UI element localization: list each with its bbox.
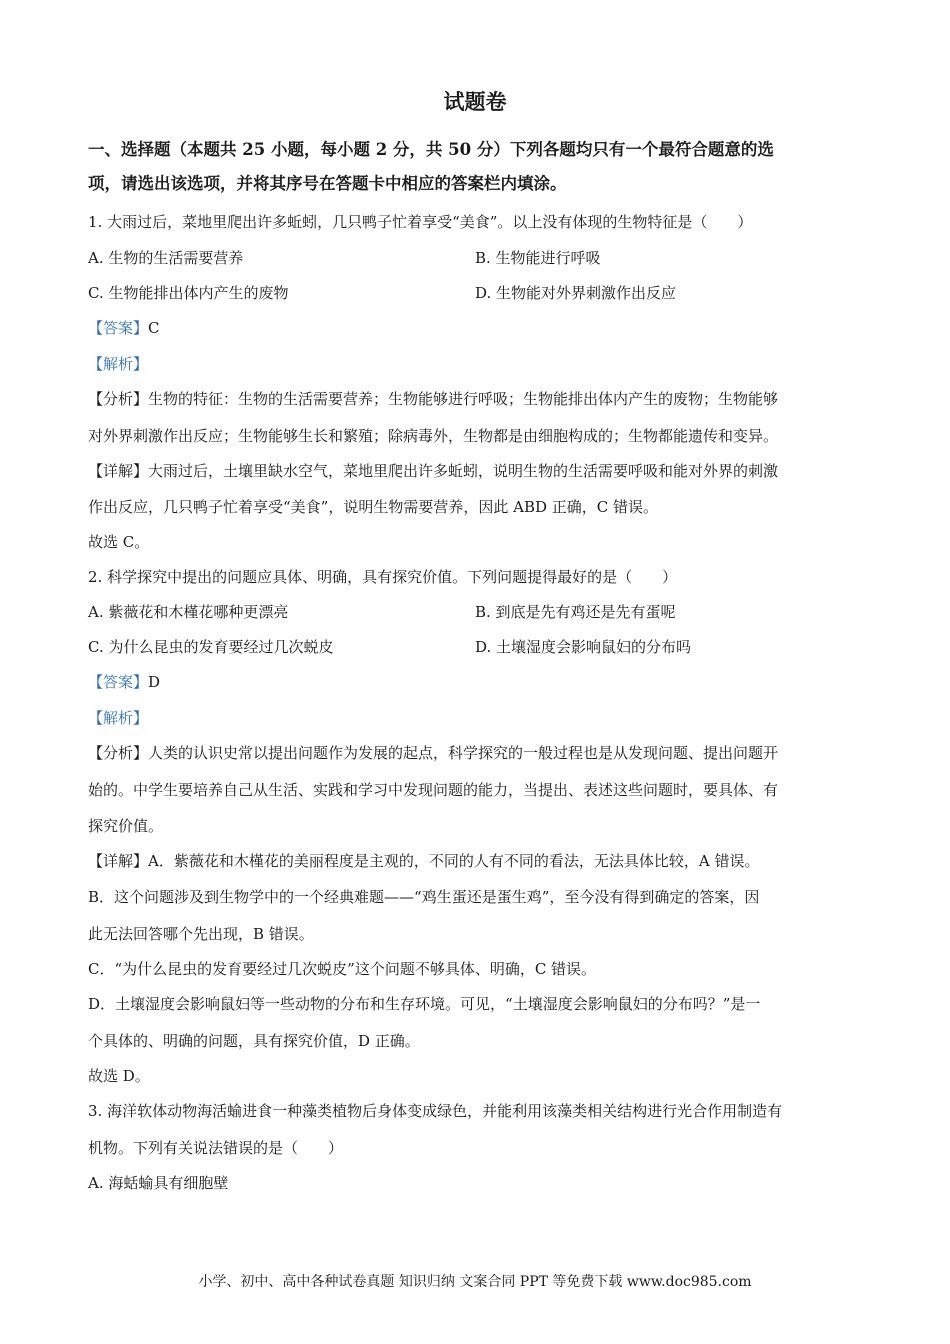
q1-answer [88, 318, 863, 338]
q2-answer-value: D [148, 673, 161, 691]
q1-answer-tag: 【答案】 [88, 319, 149, 337]
q1-fenxi-text-1: 生物的特征：生物的生活需要营养；生物能够进行呼吸；生物能排出体内产生的废物；生物能够 [148, 390, 779, 408]
q2-conclusion: 故选 D。 [88, 1067, 150, 1085]
section-heading-line-1: 一、选择题（本题共 25 小题，每小题 2 分，共 50 分）下列各题均只有一个最符合题意的选 [88, 140, 774, 159]
q2-stem: 2. 科学探究中提出的问题应具体、明确，具有探究价值。下列问题提得最好的是（ ） [88, 568, 678, 586]
q1-analysis-tag: 【解析】 [88, 355, 149, 373]
q2-xiangjie-tag: 【详解】 [88, 852, 149, 870]
q2-fenxi-text-1: 人类的认识史常以提出问题作为发展的起点，科学探究的一般过程也是从发现问题、提出问题开 [148, 744, 779, 762]
q2-xiangjie-a: A．紫薇花和木槿花的美丽程度是主观的，不同的人有不同的看法，无法具体比较，A 错误。 [148, 852, 760, 870]
q1-option-a: A. 生物的生活需要营养 [88, 249, 244, 267]
q3-stem-1: 3. 海洋软体动物海活蝓进食一种藻类植物后身体变成绿色，并能利用该藻类相关结构进行光合作用制造有 [88, 1102, 783, 1120]
section-heading-line-2: 项，请选出该选项，并将其序号在答题卡中相应的答案栏内填涂。 [88, 174, 567, 193]
q1-stem: 1. 大雨过后，菜地里爬出许多蚯蚓，几只鸭子忙着享受“美食”。以上没有体现的生物特征是（ ） [88, 213, 753, 231]
q2-option-c: C. 为什么昆虫的发育要经过几次蜕皮 [88, 638, 334, 656]
q1-option-d: D. 生物能对外界刺激作出反应 [475, 284, 677, 302]
q3-stem-2: 机物。下列有关说法错误的是（ ） [88, 1139, 344, 1157]
q1-fenxi-text-2: 对外界刺激作出反应；生物能够生长和繁殖；除病毒外，生物都是由细胞构成的；生物都能遗传和变异。 [88, 427, 779, 445]
q1-option-b: B. 生物能进行呼吸 [475, 249, 601, 267]
q2-xiangjie-b-1: B．这个问题涉及到生物学中的一个经典难题——“鸡生蛋还是蛋生鸡”，至今没有得到确定的答案，因 [88, 888, 760, 906]
q1-answer-value: C [148, 319, 160, 337]
page-footer: 小学、初中、高中各种试卷真题 知识归纳 文案合同 PPT 等免费下载 www.doc985.com [198, 1274, 752, 1290]
q2-fenxi-text-3: 探究价值。 [88, 817, 164, 835]
q2-option-a: A. 紫薇花和木槿花哪种更漂亮 [88, 603, 289, 621]
q2-xiangjie [88, 851, 863, 871]
q2-answer [88, 672, 863, 692]
q1-xiangjie-tag: 【详解】 [88, 462, 149, 480]
q2-option-b: B. 到底是先有鸡还是先有蛋呢 [475, 603, 676, 621]
section-heading [88, 133, 863, 201]
q2-fenxi-text-2: 始的。中学生要培养自己从生活、实践和学习中发现问题的能力，当提出、表述这些问题时，要具体、有 [88, 781, 779, 799]
q2-xiangjie-c: C．“为什么昆虫的发育要经过几次蜕皮”这个问题不够具体、明确，C 错误。 [88, 960, 597, 978]
q3-option-a: A. 海蛞蝓具有细胞壁 [88, 1174, 229, 1192]
q1-fenxi [88, 389, 863, 409]
q2-xiangjie-d-2: 个具体的、明确的问题，具有探究价值，D 正确。 [88, 1032, 420, 1050]
q2-fenxi-tag: 【分析】 [88, 744, 149, 762]
page-title: 试题卷 [443, 89, 507, 114]
q1-xiangjie-text-2: 作出反应，几只鸭子忙着享受“美食”，说明生物需要营养，因此 ABD 正确，C 错误。 [88, 498, 659, 516]
q1-fenxi-tag: 【分析】 [88, 390, 149, 408]
q1-xiangjie [88, 461, 863, 481]
q2-xiangjie-b-2: 此无法回答哪个先出现，B 错误。 [88, 925, 314, 943]
q2-fenxi [88, 743, 863, 763]
q2-option-d: D. 土壤湿度会影响鼠妇的分布吗 [475, 638, 692, 656]
q2-xiangjie-d-1: D．土壤湿度会影响鼠妇等一些动物的分布和生存环境。可见，“土壤湿度会影响鼠妇的分布吗？”是一 [88, 995, 761, 1013]
q1-conclusion: 故选 C。 [88, 533, 150, 551]
q2-answer-tag: 【答案】 [88, 673, 149, 691]
q1-option-c: C. 生物能排出体内产生的废物 [88, 284, 289, 302]
q2-analysis-tag: 【解析】 [88, 709, 149, 727]
q1-xiangjie-text-1: 大雨过后，土壤里缺水空气，菜地里爬出许多蚯蚓，说明生物的生活需要呼吸和能对外界的刺激 [148, 462, 779, 480]
